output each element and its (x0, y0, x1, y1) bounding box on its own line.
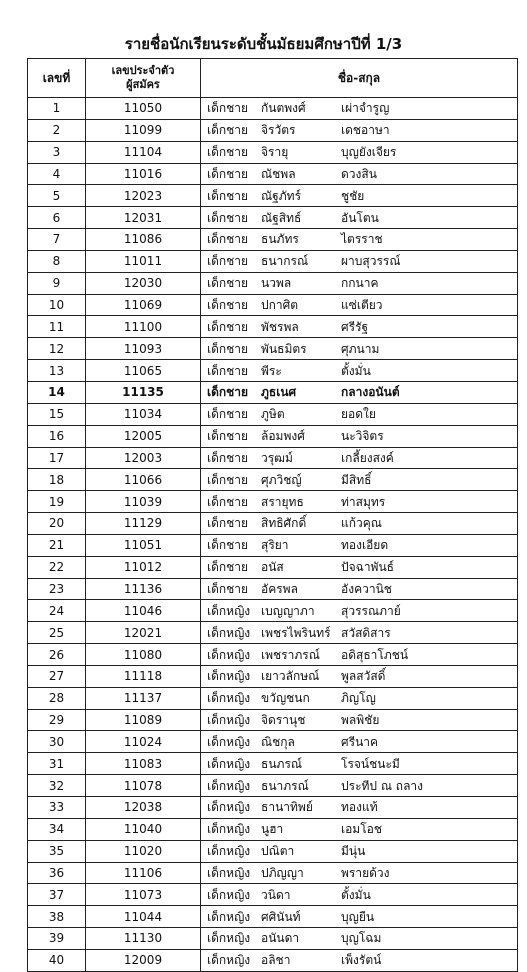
table-row (28, 644, 518, 666)
table-row (28, 491, 518, 513)
student-number: 30 (28, 731, 86, 753)
name-prefix: เด็กชาย (207, 363, 249, 378)
student-number: 25 (28, 622, 86, 644)
applicant-id: 11011 (86, 250, 201, 272)
student-number: 13 (28, 360, 86, 382)
student-number: 35 (28, 840, 86, 862)
first-name: ธานาทิพย์ (261, 800, 313, 815)
last-name: เผ่าจำรูญ (341, 101, 390, 116)
applicant-id: 12038 (86, 797, 201, 819)
applicant-id: 12031 (86, 207, 201, 229)
name-prefix: เด็กชาย (207, 101, 249, 116)
student-name (201, 906, 518, 928)
applicant-id: 12021 (86, 622, 201, 644)
first-name: ศศินันท์ (261, 909, 301, 924)
applicant-id: 11040 (86, 818, 201, 840)
name-prefix: เด็กชาย (207, 581, 249, 596)
name-prefix: เด็กชาย (207, 210, 249, 225)
name-prefix: เด็กชาย (207, 145, 249, 160)
student-number: 7 (28, 229, 86, 251)
name-prefix: เด็กชาย (207, 188, 249, 203)
name-prefix: เด็กหญิง (207, 778, 251, 793)
student-number: 36 (28, 862, 86, 884)
last-name: กลางอนันต์ (341, 385, 400, 400)
table-row (28, 316, 518, 338)
last-name: ดวงสิน (341, 166, 377, 181)
last-name: ศุภนาม (341, 341, 380, 356)
last-name: ผาบสุวรรณ์ (341, 254, 401, 269)
applicant-id: 11135 (86, 381, 201, 403)
first-name: พีระ (261, 363, 282, 378)
first-name: ธนภรณ์ (261, 756, 303, 771)
applicant-id: 11034 (86, 403, 201, 425)
applicant-id: 12030 (86, 272, 201, 294)
applicant-id: 11089 (86, 709, 201, 731)
student-name (201, 862, 518, 884)
name-prefix: เด็กหญิง (207, 844, 251, 859)
name-prefix: เด็กชาย (207, 429, 249, 444)
student-number: 3 (28, 141, 86, 163)
last-name: สวัสดิสาร (341, 625, 391, 640)
table-row (28, 556, 518, 578)
table-row (28, 578, 518, 600)
first-name: กันตพงศ์ (261, 101, 306, 116)
student-number: 5 (28, 185, 86, 207)
last-name: มีสิทธิ์ (341, 472, 372, 487)
student-number: 34 (28, 818, 86, 840)
first-name: ภูธเนศ (261, 385, 297, 400)
name-prefix: เด็กหญิง (207, 669, 251, 684)
last-name: กกนาค (341, 276, 379, 291)
first-name: วนิดา (261, 887, 291, 902)
applicant-id: 11044 (86, 906, 201, 928)
applicant-id-header-line1: เลขประจำตัว (111, 64, 175, 77)
student-number: 8 (28, 250, 86, 272)
first-name: จิรวัตร (261, 123, 296, 138)
name-prefix: เด็กหญิง (207, 691, 251, 706)
student-name (201, 294, 518, 316)
student-number: 21 (28, 534, 86, 556)
table-row (28, 665, 518, 687)
table-row (28, 338, 518, 360)
student-number: 2 (28, 119, 86, 141)
name-prefix: เด็กชาย (207, 319, 249, 334)
student-name (201, 578, 518, 600)
last-name: ศรีนาค (341, 734, 379, 749)
student-name (201, 229, 518, 251)
student-number: 28 (28, 687, 86, 709)
last-name: เดชอาษา (341, 123, 390, 138)
first-name: ศุภวิชญ์ (261, 472, 302, 487)
name-prefix: เด็กชาย (207, 298, 249, 313)
first-name: ปภิญญา (261, 865, 304, 880)
applicant-id: 11100 (86, 316, 201, 338)
first-name: สรายุทธ (261, 494, 304, 509)
last-name: เอมโอช (341, 822, 383, 837)
last-name: ชูชัย (341, 188, 365, 203)
name-prefix: เด็กชาย (207, 123, 249, 138)
applicant-id: 11012 (86, 556, 201, 578)
last-name: ท่าสมุทร (341, 494, 386, 509)
student-number: 15 (28, 403, 86, 425)
applicant-id: 11046 (86, 600, 201, 622)
table-row (28, 775, 518, 797)
page-title: รายชื่อนักเรียนระดับชั้นมัธยมศึกษาปีที่ 1/3 (124, 35, 403, 53)
table-row (28, 753, 518, 775)
first-name: ณิชกุล (261, 734, 295, 749)
name-prefix: เด็กหญิง (207, 909, 251, 924)
last-name: ภิญโญ (341, 691, 376, 706)
applicant-id: 11050 (86, 98, 201, 120)
first-name: จิรายุ (261, 145, 289, 160)
first-name: ภูษิต (261, 407, 285, 422)
student-number: 23 (28, 578, 86, 600)
name-prefix: เด็กชาย (207, 341, 249, 356)
last-name: อดิสุธาโภชน์ (341, 647, 409, 662)
table-row (28, 381, 518, 403)
last-name: แก้วคุณ (341, 516, 382, 531)
table-row (28, 185, 518, 207)
applicant-id: 12003 (86, 447, 201, 469)
first-name: นูฮา (261, 822, 284, 837)
first-name: อนัส (261, 560, 284, 575)
student-number: 39 (28, 928, 86, 950)
student-roster-table (27, 58, 518, 972)
student-name (201, 163, 518, 185)
name-prefix: เด็กหญิง (207, 756, 251, 771)
first-name: ธนภัทร (261, 232, 299, 247)
last-name: อังควานิช (341, 581, 392, 596)
table-row (28, 928, 518, 950)
first-name: เยาวลักษณ์ (261, 669, 320, 684)
applicant-id: 11086 (86, 229, 201, 251)
first-name: เบญญาภา (261, 603, 315, 618)
last-name: ทองแท้ (341, 800, 378, 815)
first-name: อัครพล (261, 581, 298, 596)
name-prefix: เด็กหญิง (207, 800, 251, 815)
first-name: อลิชา (261, 953, 291, 968)
student-number: 29 (28, 709, 86, 731)
table-row (28, 949, 518, 971)
applicant-id: 11024 (86, 731, 201, 753)
name-prefix: เด็กชาย (207, 166, 249, 181)
student-number: 1 (28, 98, 86, 120)
applicant-id: 12005 (86, 425, 201, 447)
first-name: อนันดา (261, 931, 300, 946)
applicant-id: 11106 (86, 862, 201, 884)
first-name: เพชราภรณ์ (261, 647, 320, 662)
student-name (201, 775, 518, 797)
name-prefix: เด็กหญิง (207, 822, 251, 837)
table-row (28, 840, 518, 862)
first-name: ณัชพล (261, 166, 296, 181)
student-name (201, 818, 518, 840)
column-header-number: เลขที่ (28, 59, 86, 98)
first-name: ธนาภรณ์ (261, 778, 309, 793)
name-prefix: เด็กชาย (207, 385, 249, 400)
last-name: อันโตน (341, 210, 379, 225)
student-name (201, 928, 518, 950)
student-number: 4 (28, 163, 86, 185)
applicant-id: 11020 (86, 840, 201, 862)
last-name: เกลี้ยงสงค์ (341, 450, 394, 465)
student-number: 10 (28, 294, 86, 316)
student-name (201, 403, 518, 425)
applicant-id: 11078 (86, 775, 201, 797)
table-row (28, 98, 518, 120)
student-number: 37 (28, 884, 86, 906)
student-name (201, 491, 518, 513)
last-name: บุญยืน (341, 909, 375, 924)
last-name: ยอดใย (341, 407, 376, 422)
student-name (201, 338, 518, 360)
table-row (28, 534, 518, 556)
name-prefix: เด็กหญิง (207, 865, 251, 880)
table-row (28, 731, 518, 753)
name-prefix: เด็กหญิง (207, 887, 251, 902)
student-number: 38 (28, 906, 86, 928)
student-number: 12 (28, 338, 86, 360)
first-name: นวพล (261, 276, 292, 291)
student-name (201, 316, 518, 338)
column-header-name: ชื่อ-สกุล (201, 59, 518, 98)
last-name: นะวิจิตร (341, 429, 384, 444)
applicant-id: 11039 (86, 491, 201, 513)
student-number: 16 (28, 425, 86, 447)
applicant-id: 11083 (86, 753, 201, 775)
first-name: ปกาศิต (261, 298, 299, 313)
student-name (201, 447, 518, 469)
student-name (201, 207, 518, 229)
table-row (28, 513, 518, 535)
name-prefix: เด็กชาย (207, 494, 249, 509)
student-name (201, 469, 518, 491)
column-header-applicant-id (86, 59, 201, 98)
student-number: 11 (28, 316, 86, 338)
table-row (28, 709, 518, 731)
student-number: 18 (28, 469, 86, 491)
student-name (201, 425, 518, 447)
table-row (28, 600, 518, 622)
student-name (201, 884, 518, 906)
last-name: พูลสวัสดิ์ (341, 669, 386, 684)
first-name: ธนากรณ์ (261, 254, 309, 269)
student-number: 22 (28, 556, 86, 578)
name-prefix: เด็กหญิง (207, 603, 251, 618)
first-name: พัชรพล (261, 319, 299, 334)
first-name: ณัฐภัทร์ (261, 188, 302, 203)
student-name (201, 381, 518, 403)
last-name: เพ็งรัตน์ (341, 953, 382, 968)
student-name (201, 687, 518, 709)
name-prefix: เด็กชาย (207, 538, 249, 553)
student-name (201, 185, 518, 207)
table-row (28, 163, 518, 185)
applicant-id: 11137 (86, 687, 201, 709)
student-name (201, 731, 518, 753)
table-row (28, 797, 518, 819)
student-name (201, 513, 518, 535)
student-name (201, 556, 518, 578)
student-number: 20 (28, 513, 86, 535)
last-name: บุญยังเจียร (341, 145, 397, 160)
name-prefix: เด็กชาย (207, 450, 249, 465)
table-row (28, 141, 518, 163)
student-number: 9 (28, 272, 86, 294)
student-number: 14 (28, 381, 86, 403)
table-row (28, 687, 518, 709)
table-row (28, 862, 518, 884)
last-name: พลพิชัย (341, 713, 380, 728)
student-name (201, 665, 518, 687)
student-number: 26 (28, 644, 86, 666)
student-number: 19 (28, 491, 86, 513)
applicant-id: 11069 (86, 294, 201, 316)
last-name: ไตรราช (341, 232, 383, 247)
first-name: ล้อมพงศ์ (261, 429, 305, 444)
student-number: 24 (28, 600, 86, 622)
applicant-id: 11118 (86, 665, 201, 687)
applicant-id: 11093 (86, 338, 201, 360)
first-name: ขวัญชนก (261, 691, 310, 706)
name-prefix: เด็กหญิง (207, 931, 251, 946)
first-name: วรุฒม์ (261, 450, 293, 465)
applicant-id-header-line2: ผู้สมัคร (126, 78, 160, 91)
student-name (201, 949, 518, 971)
student-name (201, 360, 518, 382)
table-row (28, 447, 518, 469)
table-row (28, 403, 518, 425)
table-row (28, 622, 518, 644)
table-row (28, 425, 518, 447)
name-prefix: เด็กชาย (207, 254, 249, 269)
table-row (28, 884, 518, 906)
table-row (28, 469, 518, 491)
name-prefix: เด็กหญิง (207, 625, 251, 640)
applicant-id: 11080 (86, 644, 201, 666)
table-header-row (28, 59, 518, 98)
first-name: สุริยา (261, 538, 289, 553)
table-row (28, 818, 518, 840)
last-name: พรายด้วง (341, 865, 390, 880)
table-row (28, 906, 518, 928)
last-name: มีนุ่น (341, 844, 366, 859)
name-prefix: เด็กชาย (207, 407, 249, 422)
applicant-id: 11065 (86, 360, 201, 382)
student-number: 40 (28, 949, 86, 971)
table-row (28, 294, 518, 316)
name-prefix: เด็กชาย (207, 232, 249, 247)
student-name (201, 272, 518, 294)
table-row (28, 119, 518, 141)
name-prefix: เด็กชาย (207, 560, 249, 575)
applicant-id: 11104 (86, 141, 201, 163)
first-name: ณัฐสิทธ์ (261, 210, 302, 225)
first-name: เพชรไพรินทร์ (261, 625, 331, 640)
student-name (201, 840, 518, 862)
last-name: ตั้งมั่น (341, 363, 371, 378)
applicant-id: 11016 (86, 163, 201, 185)
applicant-id: 11051 (86, 534, 201, 556)
table-row (28, 229, 518, 251)
last-name: แซ่เตียว (341, 298, 383, 313)
applicant-id: 11136 (86, 578, 201, 600)
name-prefix: เด็กหญิง (207, 953, 251, 968)
applicant-id: 11099 (86, 119, 201, 141)
first-name: พันธมิตร (261, 341, 307, 356)
student-name (201, 250, 518, 272)
student-name (201, 98, 518, 120)
first-name: จิดรานุช (261, 713, 306, 728)
first-name: สิทธิศักดิ์ (261, 516, 307, 531)
student-number: 33 (28, 797, 86, 819)
applicant-id: 11066 (86, 469, 201, 491)
last-name: ประทีป ณ ถลาง (341, 778, 424, 793)
name-prefix: เด็กชาย (207, 516, 249, 531)
student-number: 31 (28, 753, 86, 775)
student-number: 32 (28, 775, 86, 797)
student-name (201, 119, 518, 141)
last-name: ศรีรัฐ (341, 319, 369, 334)
student-name (201, 709, 518, 731)
last-name: ปัจฉาพันธ์ (341, 560, 394, 575)
name-prefix: เด็กหญิง (207, 713, 251, 728)
name-prefix: เด็กชาย (207, 472, 249, 487)
name-prefix: เด็กหญิง (207, 734, 251, 749)
student-name (201, 797, 518, 819)
applicant-id: 12023 (86, 185, 201, 207)
name-prefix: เด็กชาย (207, 276, 249, 291)
table-row (28, 250, 518, 272)
student-name (201, 141, 518, 163)
student-name (201, 600, 518, 622)
student-number: 17 (28, 447, 86, 469)
table-row (28, 360, 518, 382)
student-name (201, 644, 518, 666)
last-name: สุวรรณภาย์ (341, 603, 401, 618)
last-name: ทองเอียด (341, 538, 389, 553)
applicant-id: 11129 (86, 513, 201, 535)
table-row (28, 272, 518, 294)
student-number: 27 (28, 665, 86, 687)
table-row (28, 207, 518, 229)
applicant-id: 12009 (86, 949, 201, 971)
last-name: โรจน์ชนะมี (341, 756, 400, 771)
student-name (201, 622, 518, 644)
last-name: บุญโฉม (341, 931, 382, 946)
applicant-id: 11130 (86, 928, 201, 950)
student-name (201, 534, 518, 556)
last-name: ตั้งมั่น (341, 887, 371, 902)
name-prefix: เด็กหญิง (207, 647, 251, 662)
applicant-id: 11073 (86, 884, 201, 906)
student-name (201, 753, 518, 775)
first-name: ปณิตา (261, 844, 295, 859)
student-number: 6 (28, 207, 86, 229)
